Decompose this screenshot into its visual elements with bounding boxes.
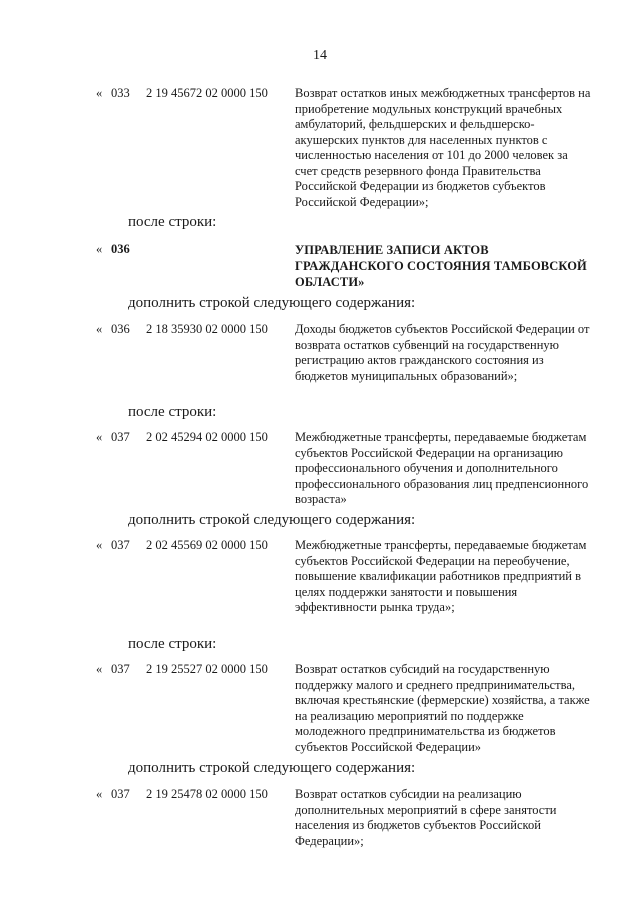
admin-code: 033 (111, 86, 130, 100)
income-description: Возврат остатков субсидий на государственную поддержку малого и среднего предпринимательства, включая крестьянские (фермерские) хозяйства, а также на реализацию мероприятий по поддержке молодежного предпринимательства из бюджетов субъектов Российской Федерации» (295, 662, 590, 754)
instruction-phrase: после строки: (128, 404, 217, 420)
budget-classification-code: 2 19 25527 02 0000 150 (146, 662, 268, 676)
income-description: Доходы бюджетов субъектов Российской Федерации от возврата остатков субвенций на государственную регистрацию актов гражданского состояния из бюджетов муниципальных образований»; (295, 322, 590, 383)
admin-code: 037 (111, 538, 130, 552)
opening-quote: « (96, 538, 103, 552)
budget-classification-code: 2 19 45672 02 0000 150 (146, 86, 268, 100)
income-description: Возврат остатков иных межбюджетных трансфертов на приобретение модульных конструкций врачебных амбулаторий, фельдшерских и фельдшерско-акушерских пунктов для населенных пунктов с численностью населения от 101 до 2000 человек за счет средств резервного фонда Правительства Российской Федерации из бюджетов субъектов Российской Федерации»; (295, 86, 591, 209)
instruction-phrase: дополнить строкой следующего содержания: (128, 512, 416, 528)
page-number: 14 (313, 48, 327, 63)
budget-classification-code: 2 18 35930 02 0000 150 (146, 322, 268, 336)
budget-classification-code: 2 02 45294 02 0000 150 (146, 430, 268, 444)
opening-quote: « (96, 242, 103, 256)
admin-code: 037 (111, 662, 130, 676)
opening-quote: « (96, 86, 103, 100)
opening-quote: « (96, 430, 103, 444)
instruction-phrase: после строки: (128, 636, 217, 652)
instruction-phrase: дополнить строкой следующего содержания: (128, 295, 416, 311)
budget-classification-code: 2 02 45569 02 0000 150 (146, 538, 268, 552)
income-description: Возврат остатков субсидии на реализацию дополнительных мероприятий в сфере занятости населения из бюджетов субъектов Российской Федерации»; (295, 787, 557, 848)
opening-quote: « (96, 322, 103, 336)
instruction-phrase: дополнить строкой следующего содержания: (128, 760, 416, 776)
budget-classification-code: 2 19 25478 02 0000 150 (146, 787, 268, 801)
admin-code: 036 (111, 322, 130, 336)
income-description: Межбюджетные трансферты, передаваемые бюджетам субъектов Российской Федерации на переобучение, повышение квалификации работников предприятий в целях поддержки занятости и повышения эффективности рынка труда»; (295, 538, 587, 614)
admin-code: 037 (111, 787, 130, 801)
instruction-phrase: после строки: (128, 214, 217, 230)
administrator-name: УПРАВЛЕНИЕ ЗАПИСИ АКТОВ ГРАЖДАНСКОГО СОСТОЯНИЯ ТАМБОВСКОЙ ОБЛАСТИ» (295, 243, 587, 289)
admin-code: 037 (111, 430, 130, 444)
opening-quote: « (96, 662, 103, 676)
opening-quote: « (96, 787, 103, 801)
income-description: Межбюджетные трансферты, передаваемые бюджетам субъектов Российской Федерации на организацию профессионального обучения и дополнительного профессионального образования лиц предпенсионного возраста» (295, 430, 589, 506)
admin-code: 036 (111, 242, 130, 256)
